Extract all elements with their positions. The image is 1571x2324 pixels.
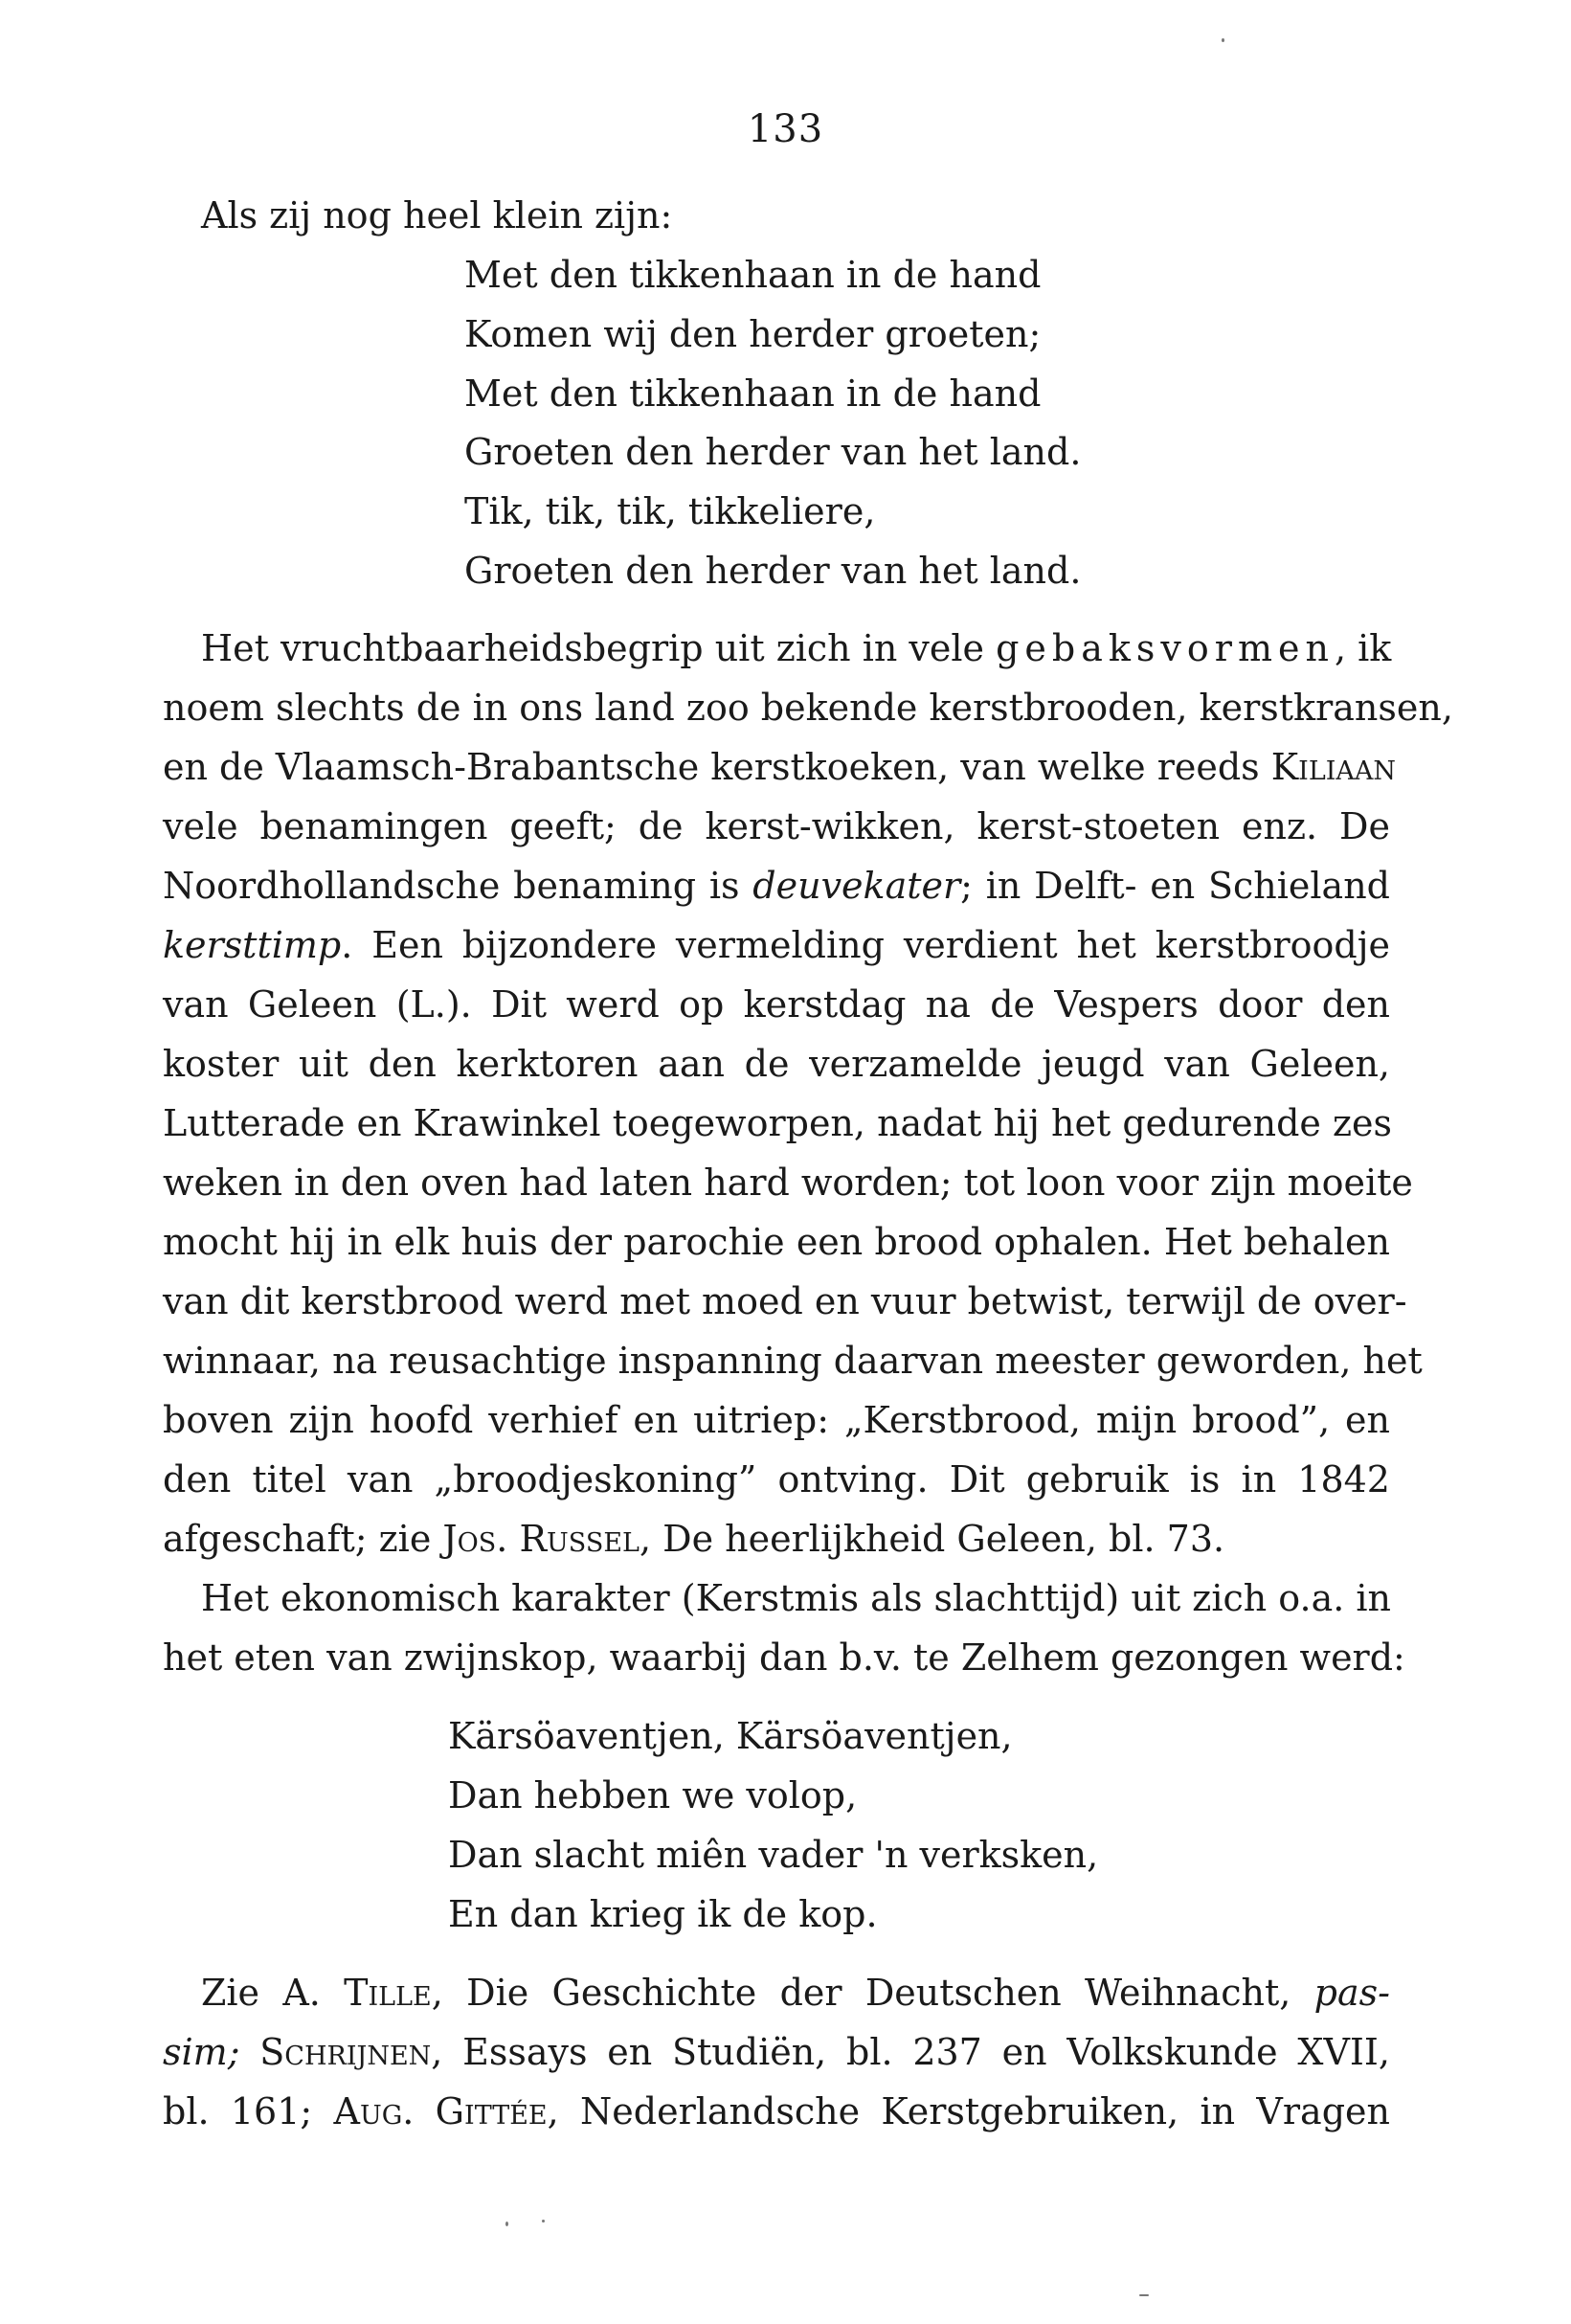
poem-line: Dan hebben we volop, [448, 1774, 858, 1816]
text-line: noem slechts de in ons land zoo bekende kerstbrooden, kerstkransen, [163, 687, 1453, 729]
text-line: afgeschaft; zie Jos. Russel, De heerlijkheid Geleen, bl. 73. [163, 1518, 1225, 1560]
italic-term: pas- [1313, 1972, 1390, 2014]
poem-line: Met den tikkenhaan in de hand [464, 372, 1042, 415]
scan-speck [1139, 2294, 1149, 2296]
text-line: Het ekonomisch karakter (Kerstmis als slachttijd) uit zich o.a. in [201, 1577, 1392, 1619]
page-number: 133 [747, 107, 824, 151]
text-line: den titel van „broodjeskoning” ontving. Dit gebruik is in 1842 [163, 1458, 1390, 1500]
author-name: Jos. Russel [442, 1518, 640, 1560]
emphasis-spaced: gebaksvormen [996, 627, 1335, 669]
text-line: koster uit den kerktoren aan de verzamelde jeugd van Geleen, [163, 1043, 1390, 1085]
poem-line: Kärsöaventjen, Kärsöaventjen, [448, 1715, 1013, 1757]
text-line: sim; Schrijnen, Essays en Studiën, bl. 237 en Volkskunde XVII, [163, 2031, 1390, 2073]
text-line: van Geleen (L.). Dit werd op kerstdag na de Vespers door den [163, 983, 1390, 1026]
author-name: Aug. Gittée [333, 2090, 548, 2132]
poem-line: Tik, tik, tik, tikkeliere, [464, 490, 876, 532]
author-name: Tille [344, 1972, 432, 2014]
scan-speck [1222, 38, 1224, 42]
scan-speck [505, 2222, 508, 2226]
poem-line: En dan krieg ik de kop. [448, 1893, 878, 1935]
italic-term: kersttimp [163, 924, 342, 966]
text-line: vele benamingen geeft; de kerst-wikken, kerst-stoeten enz. De [163, 805, 1390, 847]
text-line: kersttimp. Een bijzondere vermelding verdient het kerstbroodje [163, 924, 1390, 966]
poem-line: Komen wij den herder groeten; [464, 313, 1042, 355]
text-line: Lutterade en Krawinkel toegeworpen, nadat hij het gedurende zes [163, 1102, 1392, 1144]
text-line: van dit kerstbrood werd met moed en vuur betwist, terwijl de over- [163, 1280, 1407, 1322]
text-line: Zie A. Tille, Die Geschichte der Deutschen Weihnacht, pas- [201, 1972, 1390, 2014]
text-line: mocht hij in elk huis der parochie een brood ophalen. Het behalen [163, 1221, 1390, 1263]
text-line: Noordhollandsche benaming is deuvekater; in Delft- en Schieland [163, 865, 1390, 907]
italic-term: deuvekater [752, 865, 961, 907]
text-line: en de Vlaamsch-Brabantsche kerstkoeken, van welke reeds Kiliaan [163, 746, 1397, 788]
intro-line: Als zij nog heel klein zijn: [201, 194, 673, 237]
scan-speck [542, 2220, 545, 2222]
text-line: bl. 161; Aug. Gittée, Nederlandsche Kerstgebruiken, in Vragen [163, 2090, 1390, 2132]
text-line: Het vruchtbaarheidsbegrip uit zich in vele gebaksvormen, ik [201, 627, 1392, 669]
poem-line: Dan slacht miên vader 'n verksken, [448, 1834, 1099, 1876]
author-name: Schrijnen [259, 2031, 432, 2073]
poem-line: Groeten den herder van het land. [464, 431, 1082, 473]
poem-line: Groeten den herder van het land. [464, 550, 1082, 592]
text-line: boven zijn hoofd verhief en uitriep: „Kerstbrood, mijn brood”, en [163, 1399, 1390, 1441]
italic-term: sim; [163, 2031, 240, 2073]
text-line: het eten van zwijnskop, waarbij dan b.v. te Zelhem gezongen werd: [163, 1636, 1405, 1679]
text-line: weken in den oven had laten hard worden; tot loon voor zijn moeite [163, 1162, 1413, 1204]
poem-line: Met den tikkenhaan in de hand [464, 254, 1042, 296]
author-name: Kiliaan [1270, 746, 1397, 788]
text-line: winnaar, na reusachtige inspanning daarvan meester geworden, het [163, 1340, 1423, 1382]
